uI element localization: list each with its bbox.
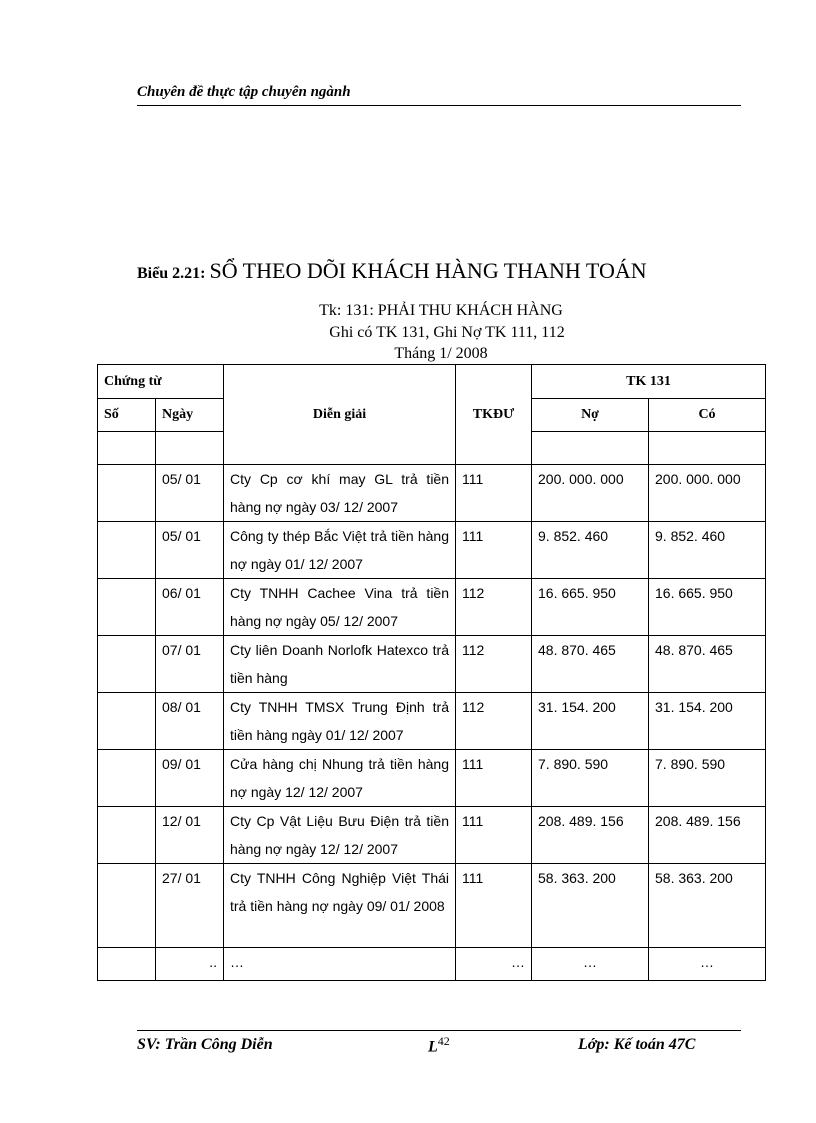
entry-note: Ghi có TK 131, Ghi Nợ TK 111, 112 [329, 324, 565, 341]
voucher-number-cell [98, 864, 156, 948]
description-cell: Cty TNHH TMSX Trung Định trả tiền hàng ngày 01/ 12/ 2007 [224, 693, 456, 750]
header-voucher: Chứng từ [98, 365, 224, 399]
counter-account-cell: 111 [456, 465, 532, 522]
voucher-date-cell: 12/ 01 [156, 807, 224, 864]
voucher-date-cell: 09/ 01 [156, 750, 224, 807]
table-row [98, 636, 766, 693]
header-number: Số [98, 399, 156, 432]
table-row [98, 465, 766, 522]
table-row [98, 864, 766, 948]
footer-page [428, 1034, 450, 1056]
blank-cell [98, 432, 156, 465]
footer-student: SV: Trần Công Diễn [137, 1036, 273, 1053]
table-row [98, 522, 766, 579]
credit-cell: 7. 890. 590 [649, 750, 766, 807]
voucher-number-cell [98, 750, 156, 807]
voucher-date-cell: 08/ 01 [156, 693, 224, 750]
debit-cell: 208. 489. 156 [532, 807, 649, 864]
description-cell: … [224, 948, 456, 981]
table-row [98, 693, 766, 750]
header-counter-account: TKĐƯ [456, 365, 532, 465]
voucher-date-cell: 05/ 01 [156, 465, 224, 522]
credit-cell: 9. 852. 460 [649, 522, 766, 579]
counter-account-cell: … [456, 948, 532, 981]
table-row [98, 750, 766, 807]
description-cell: Cty Cp Vật Liệu Bưu Điện trả tiền hàng nợ ngày 12/ 12/ 2007 [224, 807, 456, 864]
document-label: Biểu 2.21: [137, 265, 206, 282]
header-debit: Nợ [532, 399, 649, 432]
debit-cell: 31. 154. 200 [532, 693, 649, 750]
voucher-number-cell [98, 579, 156, 636]
counter-account-cell: 112 [456, 579, 532, 636]
counter-account-cell: 111 [456, 864, 532, 948]
description-cell: Cty liên Doanh Norlofk Hatexco trả tiền hàng [224, 636, 456, 693]
blank-cell [156, 432, 224, 465]
debit-cell: 48. 870. 465 [532, 636, 649, 693]
footer-class: Lớp: Kế toán 47C [578, 1036, 696, 1053]
credit-cell: 48. 870. 465 [649, 636, 766, 693]
description-cell: Công ty thép Bắc Việt trả tiền hàng nợ ngày 01/ 12/ 2007 [224, 522, 456, 579]
footer-page-letter: L [428, 1038, 438, 1056]
header-account-group: TK 131 [532, 365, 766, 399]
document-title: SỔ THEO DÕI KHÁCH HÀNG THANH TOÁN [209, 258, 647, 283]
period: Tháng 1/ 2008 [394, 345, 488, 362]
counter-account-cell: 112 [456, 693, 532, 750]
voucher-number-cell [98, 807, 156, 864]
voucher-date-cell: 27/ 01 [156, 864, 224, 948]
voucher-number-cell [98, 522, 156, 579]
header-title: Chuyên đề thực tập chuyên ngành [137, 84, 351, 100]
description-cell: Cty TNHH Công Nghiệp Việt Thái trả tiền hàng nợ ngày 09/ 01/ 2008 [224, 864, 456, 948]
debit-cell: 16. 665. 950 [532, 579, 649, 636]
header-row-1 [98, 365, 766, 399]
header-divider [137, 105, 741, 106]
debit-cell: 9. 852. 460 [532, 522, 649, 579]
description-cell: Cửa hàng chị Nhung trả tiền hàng nợ ngày 12/ 12/ 2007 [224, 750, 456, 807]
footer-page-number: 42 [437, 1034, 450, 1048]
counter-account-cell: 111 [456, 750, 532, 807]
table-row [98, 579, 766, 636]
credit-cell: 16. 665. 950 [649, 579, 766, 636]
header-date: Ngày [156, 399, 224, 432]
credit-cell: 58. 363. 200 [649, 864, 766, 948]
description-cell: Cty Cp cơ khí may GL trả tiền hàng nợ ngày 03/ 12/ 2007 [224, 465, 456, 522]
credit-cell: 200. 000. 000 [649, 465, 766, 522]
header-credit: Có [649, 399, 766, 432]
ellipsis-row [98, 948, 766, 981]
credit-cell: 31. 154. 200 [649, 693, 766, 750]
voucher-number-cell [98, 465, 156, 522]
voucher-date-cell: 07/ 01 [156, 636, 224, 693]
table-row [98, 807, 766, 864]
header-description: Diễn giải [224, 365, 456, 465]
voucher-date-cell: 05/ 01 [156, 522, 224, 579]
voucher-date-cell: .. [156, 948, 224, 981]
voucher-date-cell: 06/ 01 [156, 579, 224, 636]
debit-cell: 58. 363. 200 [532, 864, 649, 948]
credit-cell: 208. 489. 156 [649, 807, 766, 864]
counter-account-cell: 112 [456, 636, 532, 693]
document-title-line [137, 258, 647, 284]
credit-cell: … [649, 948, 766, 981]
footer-divider [137, 1030, 741, 1031]
voucher-number-cell [98, 693, 156, 750]
blank-cell [532, 432, 649, 465]
debit-cell: 7. 890. 590 [532, 750, 649, 807]
counter-account-cell: 111 [456, 807, 532, 864]
voucher-number-cell [98, 948, 156, 981]
blank-cell [649, 432, 766, 465]
debit-cell: … [532, 948, 649, 981]
ledger-table [97, 364, 766, 981]
debit-cell: 200. 000. 000 [532, 465, 649, 522]
voucher-number-cell [98, 636, 156, 693]
description-cell: Cty TNHH Cachee Vina trả tiền hàng nợ ngày 05/ 12/ 2007 [224, 579, 456, 636]
counter-account-cell: 111 [456, 522, 532, 579]
account-line: Tk: 131: PHẢI THU KHÁCH HÀNG [319, 302, 563, 319]
